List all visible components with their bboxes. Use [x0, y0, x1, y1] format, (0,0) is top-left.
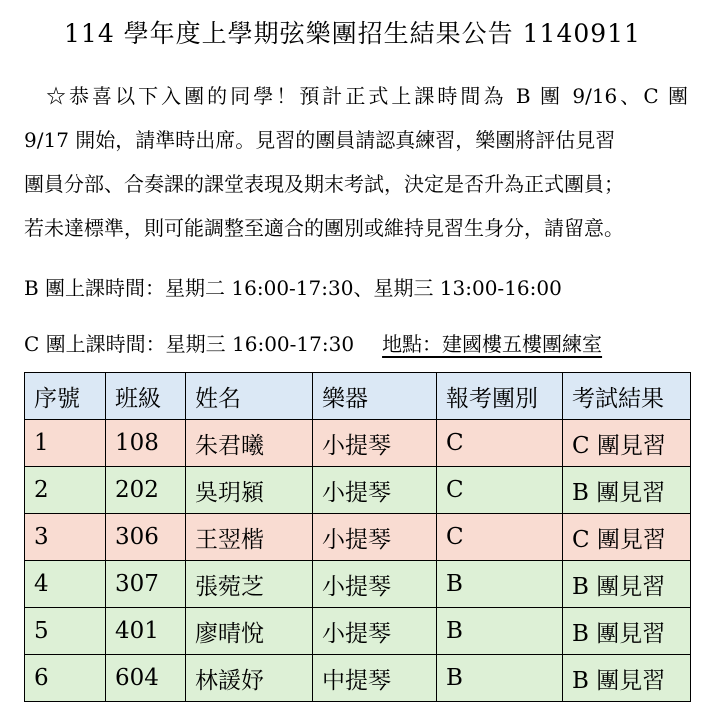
cell-instrument: 小提琴	[313, 514, 437, 561]
cell-name: 張菀芝	[186, 561, 313, 608]
cell-group: C	[437, 467, 563, 514]
cell-group: B	[437, 655, 563, 702]
cell-class: 202	[106, 467, 186, 514]
paragraph-line: ☆恭喜以下入團的同學！預計正式上課時間為 B 團 9/16、C 團	[46, 84, 688, 108]
cell-group: C	[437, 514, 563, 561]
table-row	[25, 608, 691, 655]
cell-instrument: 小提琴	[313, 420, 437, 467]
cell-result: B 團見習	[563, 467, 691, 514]
cell-result: C 團見習	[563, 420, 691, 467]
cell-seq: 4	[25, 561, 106, 608]
cell-result: B 團見習	[563, 655, 691, 702]
cell-seq: 3	[25, 514, 106, 561]
paragraph-line: 9/17 開始，請準時出席。見習的團員請認真練習，樂團將評估見習	[24, 128, 616, 152]
header-seq: 序號	[25, 373, 106, 420]
table-row	[25, 420, 691, 467]
announcement-paragraph	[24, 74, 688, 250]
cell-group: C	[437, 420, 563, 467]
cell-seq: 6	[25, 655, 106, 702]
schedule-c-group: C 團上課時間：星期三 16:00-17:30	[24, 332, 355, 356]
paragraph-line: 團員分部、合奏課的課堂表現及期末考試，決定是否升為正式團員；	[24, 172, 624, 196]
cell-group: B	[437, 608, 563, 655]
cell-seq: 2	[25, 467, 106, 514]
cell-group: B	[437, 561, 563, 608]
table-row	[25, 561, 691, 608]
table-row	[25, 514, 691, 561]
cell-name: 吳玥潁	[186, 467, 313, 514]
header-result: 考試結果	[563, 373, 691, 420]
cell-class: 307	[106, 561, 186, 608]
cell-instrument: 小提琴	[313, 561, 437, 608]
cell-instrument: 小提琴	[313, 608, 437, 655]
cell-class: 401	[106, 608, 186, 655]
page-title: 114 學年度上學期弦樂團招生結果公告 1140911	[64, 19, 641, 48]
cell-result: B 團見習	[563, 608, 691, 655]
schedule-b-group: B 團上課時間：星期二 16:00-17:30、星期三 13:00-16:00	[24, 276, 562, 300]
header-instrument: 樂器	[313, 373, 437, 420]
cell-seq: 1	[25, 420, 106, 467]
cell-seq: 5	[25, 608, 106, 655]
header-group: 報考團別	[437, 373, 563, 420]
cell-name: 廖晴悅	[186, 608, 313, 655]
cell-result: C 團見習	[563, 514, 691, 561]
cell-instrument: 中提琴	[313, 655, 437, 702]
cell-instrument: 小提琴	[313, 467, 437, 514]
cell-name: 朱君曦	[186, 420, 313, 467]
header-class: 班級	[106, 373, 186, 420]
header-name: 姓名	[186, 373, 313, 420]
schedule-c-row	[24, 328, 602, 357]
cell-class: 306	[106, 514, 186, 561]
cell-class: 108	[106, 420, 186, 467]
cell-name: 林諼妤	[186, 655, 313, 702]
table-row	[25, 655, 691, 702]
cell-class: 604	[106, 655, 186, 702]
location-text: 地點：建國樓五樓團練室	[382, 332, 603, 356]
cell-result: B 團見習	[563, 561, 691, 608]
cell-name: 王翌楷	[186, 514, 313, 561]
results-table	[24, 372, 691, 702]
table-header-row	[25, 373, 691, 420]
paragraph-line: 若未達標準，則可能調整至適合的團別或維持見習生身分，請留意。	[24, 216, 624, 240]
table-row	[25, 467, 691, 514]
